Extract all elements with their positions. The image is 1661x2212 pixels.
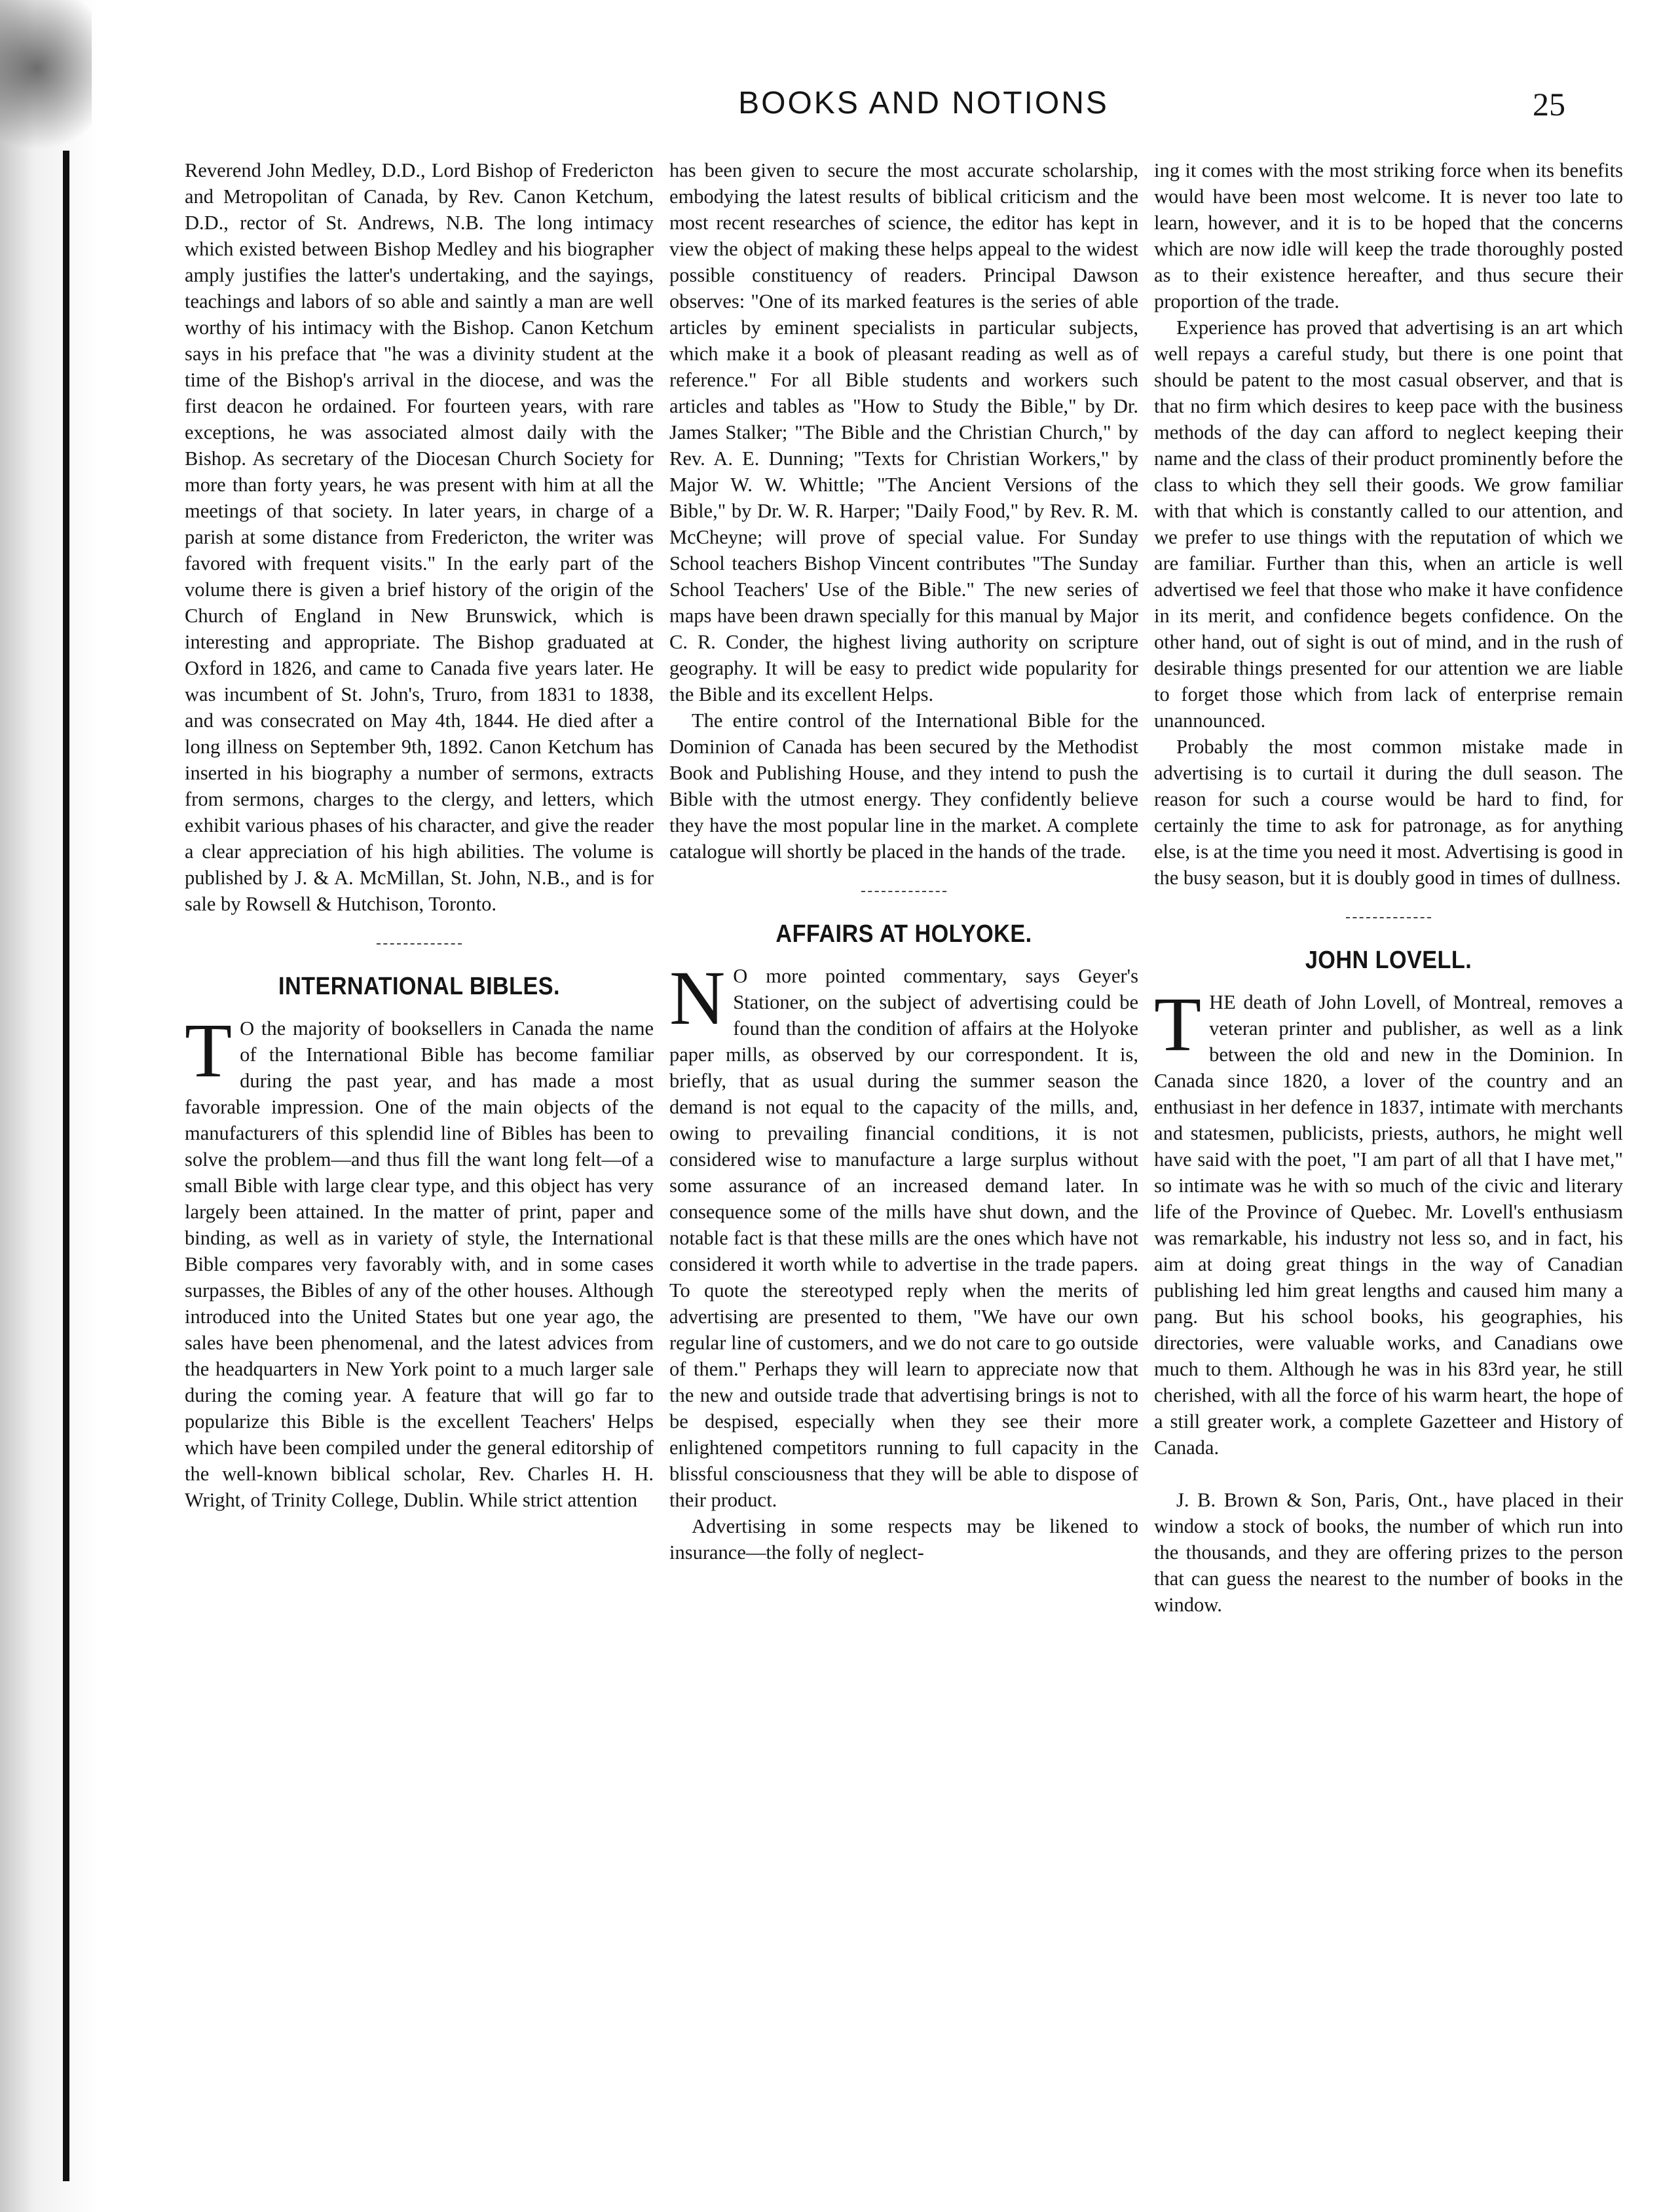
article-paragraph (185, 1007, 654, 1513)
article-paragraph: Probably the most common mistake made in advertising is to curtail it during the dull season. The reason for such a course would be hard to find, for certainly the time to ask for patronage, as for anything else, is at the time you need it most. Advertising is good in the busy season, but it is doubly good in times of dullness. (1154, 736, 1623, 889)
column-2 (669, 157, 1138, 1565)
article-paragraph: Experience has proved that advertising is an art which well repays a careful study, but there is one point that should be patent to the most casual observer, and that is that no firm which desires to keep pace with the business methods of the day can afford to neglect keeping their name and the class of their product prominently before the class to which they sell their goods. We grow familiar with that which is constantly called to our attention, and we prefer to use things with the reputation of which we are familiar. Further than this, when an article is well advertised we feel that those who make it have confidence in its merit, and confidence begets confidence. On the other hand, out of sight is out of mind, and in the rush of desirable things presented for our attention we are liable to forget those which from lack of enterprise remain unannounced. (1154, 316, 1623, 732)
page-number: 25 (1533, 86, 1565, 122)
drop-cap: N (669, 955, 726, 1041)
article-paragraph: The entire control of the International Bible for the Dominion of Canada has been secured by the Methodist Book and Publishing House, and they intend to push the Bible with the utmost energy. They confidently believe they have the most popular line in the market. A complete catalogue will shortly be placed in the hands of the trade. (669, 709, 1138, 863)
section-divider (861, 891, 946, 892)
section-divider (1346, 917, 1431, 918)
article-paragraph: Advertising in some respects may be likened to insurance—the folly of neglect- (669, 1515, 1138, 1564)
paragraph-text: HE death of John Lovell, of Montreal, removes a veteran printer and publisher, as well as a link between the old and new in the Dominion. In Canada since 1820, a lover of the country and an enthusiast in her defence in 1837, intimate with merchants and statesmen, publicists, priests, authors, he might well have said with the poet, "I am part of all that I have met," so intimate was he with so much of the civic and literary life of the Province of Quebec. Mr. Lovell's enthusiasm was remarkable, his industry not less so, and in fact, his aim at doing great things in the way of Canadian publishing led him great lengths and caused him many a pang. But his school books, his geographies, his directories, were valuable works, and Canadians owe much to them. Although he was in his 83rd year, he still cherished, with all the force of his warm heart, the hope of a still greater work, a complete Gazetteer and History of Canada. (1154, 991, 1623, 1459)
article-paragraph: has been given to secure the most accurate scholarship, embodying the latest results of biblical criticism and the most recent researches of science, the editor has kept in view the object of making these helps appeal to the widest possible constituency of readers. Principal Dawson observes: "One of its marked features is the series of able articles by eminent specialists in particular subjects, which make it a book of pleasant reading as well as of reference." For all Bible students and workers such articles and tables as "How to Study the Bible," by Dr. James Stalker; "The Bible and the Christian Church," by Rev. A. E. Dunning; "Texts for Christian Workers," by Major W. W. Whittle; "The Ancient Versions of the Bible," by Dr. W. R. Harper; "Daily Food," by Rev. R. M. McCheyne; will prove of special value. For Sunday School teachers Bishop Vincent contributes "The Sunday School Teachers' Use of the Bible." The new series of maps have been drawn specially for this manual by Major C. R. Conder, the highest living authority on scripture geography. It will be easy to predict wide popularity for the Bible and its excellent Helps. (669, 159, 1138, 705)
article-paragraph (669, 955, 1138, 1513)
running-title: BOOKS AND NOTIONS (738, 86, 1109, 121)
page-margin-rule (63, 151, 69, 2181)
article-paragraph: J. B. Brown & Son, Paris, Ont., have placed in their window a stock of books, the number of which run into the thousands, and they are offering prizes to the person that can guess the nearest to the number of books in the window. (1154, 1489, 1623, 1616)
column-3 (1154, 157, 1623, 1618)
page-edge-shadow (0, 0, 98, 2212)
article-paragraph: ing it comes with the most striking force when its benefits would have been most welcome. It is never too late to learn, however, and it is to be hoped that the concerns which are now idle will keep the trade thoroughly posted as to their existence hereafter, and thus secure their proportion of the trade. (1154, 159, 1623, 312)
headline-international-bibles: INTERNATIONAL BIBLES. (278, 973, 560, 1000)
paragraph-text: O the majority of booksellers in Canada the name of the International Bible has become familiar during the past year, and has made a most favorable impression. One of the main objects of the manufacturers of this splendid line of Bibles has been to solve the problem—and thus fill the want long felt—of a small Bible with large clear type, and this object has very largely been attained. In the matter of print, paper and binding, as well as in variety of style, the International Bible compares very favorably with, and in some cases surpasses, the Bibles of any of the other houses. Although introduced into the United States but one year ago, the sales have been phenomenal, and the latest advices from the headquarters in New York point to a much larger sale during the coming year. A feature that will go far to popularize this Bible is the excellent Teachers' Helps which have been compiled under the general editorship of the well-known biblical scholar, Rev. Charles H. H. Wright, of Trinity College, Dublin. While strict attention (185, 1017, 654, 1511)
article-paragraph (1154, 981, 1623, 1461)
drop-cap: T (1154, 981, 1202, 1067)
paragraph-text: O more pointed commentary, says Geyer's Stationer, on the subject of advertising could be found than the condition of affairs at the Holyoke paper mills, as observed by our correspondent. It is, briefly, that as usual during the summer season the demand is not equal to the capacity of the mills, and, owing to prevailing financial conditions, it is not considered wise to manufacture a large surplus without some assurance of an increased demand later. In consequence some of the mills have shut down, and the notable fact is that these mills are the ones which have not considered it worth while to advertise in the trade papers. To quote the stereotyped reply when the merits of advertising are presented to them, "We have our own regular line of customers, and we do not care to go outside of them." Perhaps they will learn to appreciate now that the new and outside trade that advertising brings is not to be despised, especially when they see their more enlightened competitors running to full capacity in the blissful consciousness that they will be able to dispose of their product. (669, 965, 1138, 1511)
section-divider (377, 943, 462, 945)
headline-affairs-at-holyoke: AFFAIRS AT HOLYOKE. (775, 920, 1032, 948)
drop-cap: T (185, 1007, 233, 1093)
article-paragraph: Reverend John Medley, D.D., Lord Bishop of Fredericton and Metropolitan of Canada, by Rev. Canon Ketchum, D.D., rector of St. Andrews, N.B. The long intimacy which existed between Bishop Medley and his biographer amply justifies the latter's undertaking, and the sayings, teachings and labors of so able and saintly a man are well worthy of his intimacy with the Bishop. Canon Ketchum says in his preface that "he was a divinity student at the time of the Bishop's arrival in the diocese, and was the first deacon he ordained. For fourteen years, with rare exceptions, he was associated almost daily with the Bishop. As secretary of the Diocesan Church Society for more than forty years, he was present with him at all the meetings of that society. In later years, in charge of a parish at some distance from Fredericton, the writer was favored with frequent visits." In the early part of the volume there is given a brief history of the origin of the Church of England in New Brunswick, which is interesting and appropriate. The Bishop graduated at Oxford in 1826, and came to Canada five years later. He was incumbent of St. John's, Truro, from 1831 to 1838, and was consecrated on May 4th, 1844. He died after a long illness on September 9th, 1892. Canon Ketchum has inserted in his biography a number of sermons, extracts from sermons, charges to the clergy, and letters, which exhibit various phases of his character, and give the reader a clear appreciation of his high abilities. The volume is published by J. & A. McMillan, St. John, N.B., and is for sale by Rowsell & Hutchison, Toronto. (185, 159, 654, 915)
column-1 (185, 157, 654, 1513)
scan-speckle (0, 0, 92, 170)
page-header (92, 85, 1565, 131)
headline-john-lovell: JOHN LOVELL. (1305, 947, 1472, 974)
